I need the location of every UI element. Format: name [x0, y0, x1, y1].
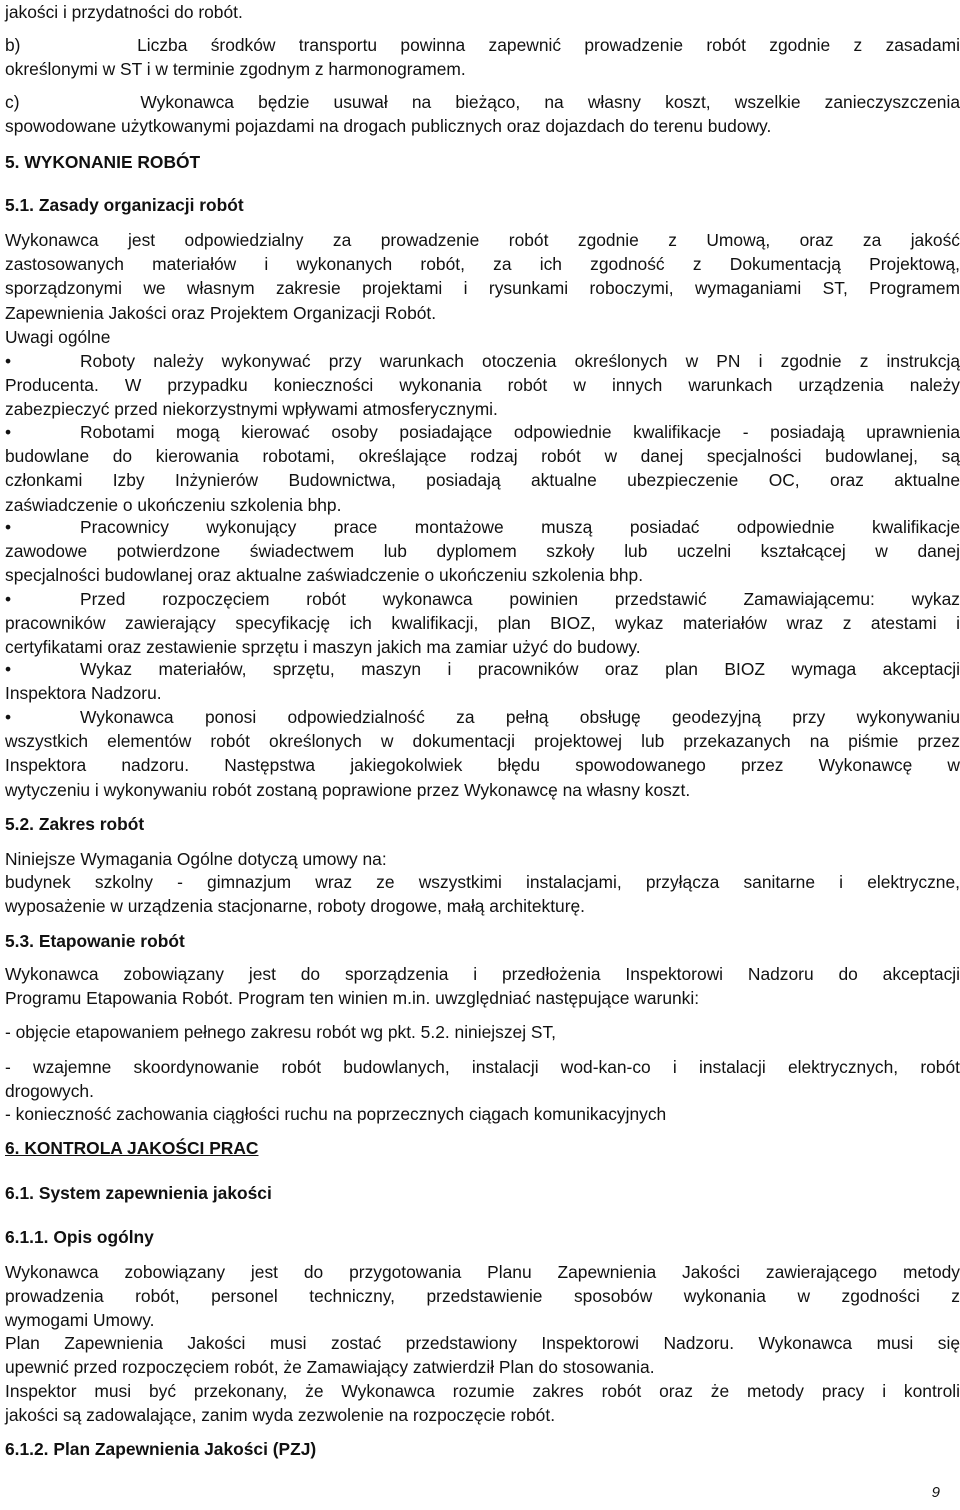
text-line: zawodowe potwierdzone świadectwem lub dyplomem szkoły lub uczelni kształcącej w danej	[5, 541, 960, 562]
heading-6-1: 6.1. System zapewnienia jakości	[5, 1183, 272, 1203]
text-line: Inspektora nadzoru. Następstwa jakiegokolwiek błędu spowodowanego przez Wykonawcę w	[5, 755, 960, 776]
text-line: jakości i przydatności do robót.	[5, 2, 243, 22]
paragraph-5-2	[5, 870, 960, 918]
bullet-item	[5, 515, 960, 588]
text-line: wytyczeniu i wykonywaniu robót zostaną poprawione przez Wykonawcę na własny koszt.	[5, 779, 691, 800]
text-line: Przed rozpoczęciem robót wykonawca powinien przedstawić Zamawiającemu: wykaz	[80, 589, 960, 609]
text-line: Wykonawca ponosi odpowiedzialność za pełną obsługę geodezyjną przy wykonywaniu	[80, 707, 960, 727]
text-line: budynek szkolny - gimnazjum wraz ze wszystkimi instalacjami, przyłącza sanitarne i elektryczne,	[5, 872, 960, 892]
text-line: zabezpieczyć przed niekorzystnymi wpływami atmosferycznymi.	[5, 399, 498, 420]
heading-6-1-1: 6.1.1. Opis ogólny	[5, 1227, 154, 1247]
text-line: drogowych.	[5, 1081, 94, 1102]
text-line: Roboty należy wykonywać przy warunkach otoczenia określonych w PN i zgodnie z instrukcją	[80, 351, 960, 371]
subheading-uwagi: Uwagi ogólne	[5, 327, 111, 347]
paragraph-6-1-1b	[5, 1331, 960, 1379]
text-line: Wykonawca zobowiązany jest do sporządzenia i przedłożenia Inspektorowi Nadzoru do akceptacji	[5, 964, 960, 984]
text-line: specjalności budowlanej oraz aktualne zaświadczenie o ukończeniu szkolenia bhp.	[5, 565, 644, 586]
text-line: c) Wykonawca będzie usuwał na bieżąco, na własny koszt, wszelkie zanieczyszczenia	[5, 92, 960, 112]
heading-5-2: 5.2. Zakres robót	[5, 814, 145, 834]
text-line: Producenta. W przypadku konieczności wykonania robót w innych warunkach urządzenia należy	[5, 375, 960, 396]
text-line: upewnić przed rozpoczęciem robót, że Zamawiający zatwierdził Plan do stosowania.	[5, 1357, 655, 1378]
text-line: certyfikatami oraz zestawienie sprzętu i maszyn jakich ma zamiar użyć do budowy.	[5, 637, 641, 658]
bullet-item	[5, 349, 960, 422]
bullet-icon: •	[5, 351, 12, 371]
bullet-item	[5, 705, 960, 802]
bullet-icon: •	[5, 707, 12, 727]
heading-6-1-2: 6.1.2. Plan Zapewnienia Jakości (PZJ)	[5, 1439, 317, 1459]
text-line: Pracownicy wykonujący prace montażowe muszą posiadać odpowiednie kwalifikacje	[80, 517, 960, 537]
bullet-item	[5, 657, 960, 705]
text-line: - wzajemne skoordynowanie robót budowlanych, instalacji wod-kan-co i instalacji elektrycznych, robót	[5, 1057, 960, 1077]
paragraph-5-3	[5, 962, 960, 1010]
text-line: spowodowane użytkowanymi pojazdami na drogach publicznych oraz dojazdach do terenu budowy.	[5, 116, 772, 137]
text-line: wyposażenie w urządzenia stacjonarne, roboty drogowe, małą architekturę.	[5, 896, 585, 917]
text-line: Wykaz materiałów, sprzętu, maszyn i pracowników oraz plan BIOZ wymaga akceptacji	[80, 659, 960, 679]
text-line: sporządzonymi we własnym zakresie projektami i rysunkami roboczymi, wymaganiami ST, Programem	[5, 278, 960, 299]
list-item-b	[5, 33, 960, 81]
heading-6: 6. KONTROLA JAKOŚCI PRAC	[5, 1138, 259, 1158]
text-line: pracowników zawierający specyfikację ich kwalifikacji, plan BIOZ, wykaz materiałów wraz z atestami i	[5, 613, 960, 634]
paragraph-5-2-intro: Niniejsze Wymagania Ogólne dotyczą umowy na:	[5, 849, 387, 869]
text-line: budowlane do kierowania robotami, określające rodzaj robót w danej specjalności budowlanej, są	[5, 446, 960, 467]
text-line: Inspektora Nadzoru.	[5, 683, 162, 704]
text-line: jakości są zadowalające, zanim wyda zezwolenie na rozpoczęcie robót.	[5, 1405, 556, 1426]
dash-item: - objęcie etapowaniem pełnego zakresu robót wg pkt. 5.2. niniejszej ST,	[5, 1022, 557, 1042]
dash-item: - konieczność zachowania ciągłości ruchu na poprzecznych ciągach komunikacyjnych	[5, 1104, 667, 1124]
heading-5: 5. WYKONANIE ROBÓT	[5, 152, 201, 172]
bullet-item	[5, 587, 960, 660]
paragraph-5-1	[5, 228, 960, 325]
text-line: prowadzenia robót, personel techniczny, przedstawienie sposobów wykonania w zgodności z	[5, 1286, 960, 1307]
text-line: Wykonawca zobowiązany jest do przygotowania Planu Zapewnienia Jakości zawierającego metody	[5, 1262, 960, 1282]
text-line: Inspektor musi być przekonany, że Wykonawca rozumie zakres robót oraz że metody pracy i kontroli	[5, 1381, 960, 1401]
paragraph-continuation	[5, 0, 960, 24]
text-line: określonymi w ST i w terminie zgodnym z harmonogramem.	[5, 59, 466, 80]
text-line: zastosowanych materiałów i wykonanych robót, za ich zgodność z Dokumentacją Projektową,	[5, 254, 960, 275]
bullet-item	[5, 420, 960, 517]
paragraph-6-1-1c	[5, 1379, 960, 1427]
text-line: członkami Izby Inżynierów Budownictwa, posiadają aktualne ubezpieczenie OC, oraz aktualne	[5, 470, 960, 491]
list-item-c	[5, 90, 960, 138]
bullet-icon: •	[5, 517, 12, 537]
text-line: wszystkich elementów robót określonych w dokumentacji projektowej lub przekazanych na piśmie przez	[5, 731, 960, 752]
bullet-icon: •	[5, 589, 12, 609]
bullet-icon: •	[5, 659, 12, 679]
text-line: Zapewnienia Jakości oraz Projektem Organizacji Robót.	[5, 302, 437, 323]
dash-item	[5, 1055, 960, 1103]
bullet-icon: •	[5, 422, 12, 442]
text-line: b) Liczba środków transportu powinna zapewnić prowadzenie robót zgodnie z zasadami	[5, 35, 960, 55]
paragraph-6-1-1a	[5, 1260, 960, 1333]
heading-5-3: 5.3. Etapowanie robót	[5, 931, 185, 951]
text-line: Robotami mogą kierować osoby posiadające odpowiednie kwalifikacje - posiadają uprawnienia	[80, 422, 960, 442]
text-line: Plan Zapewnienia Jakości musi zostać przedstawiony Inspektorowi Nadzoru. Wykonawca musi się	[5, 1333, 960, 1353]
text-line: zaświadczenie o ukończeniu szkolenia bhp.	[5, 494, 342, 515]
text-line: wymogami Umowy.	[5, 1310, 155, 1331]
page-number: 9	[931, 1484, 940, 1501]
text-line: Programu Etapowania Robót. Program ten winien m.in. uwzględniać następujące warunki:	[5, 988, 700, 1009]
text-line: Wykonawca jest odpowiedzialny za prowadzenie robót zgodnie z Umową, oraz za jakość	[5, 230, 960, 250]
heading-5-1: 5.1. Zasady organizacji robót	[5, 195, 244, 215]
